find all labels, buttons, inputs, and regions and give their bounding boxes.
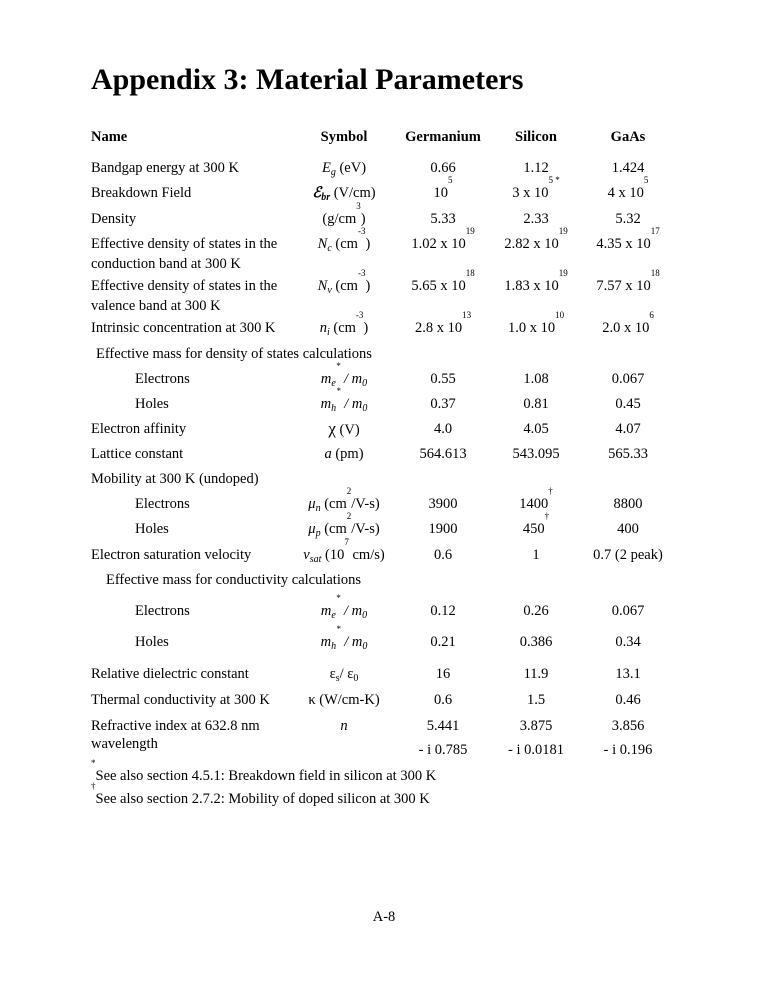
page-title: Appendix 3: Material Parameters bbox=[91, 63, 524, 96]
value-germanium: 4.0 bbox=[433, 421, 453, 437]
value-gaas: 0.7 (2 peak) bbox=[593, 547, 663, 563]
section-heading: Mobility at 300 K (undoped) bbox=[91, 471, 259, 487]
row-symbol: $(g/cm^3)$ bbox=[322, 201, 366, 227]
row-symbol: κ (W/cm-K) bbox=[308, 692, 380, 708]
table-row-dos-holes bbox=[0, 386, 768, 414]
header-name: Name bbox=[91, 129, 128, 145]
value-gaas: 0.34 bbox=[615, 634, 641, 650]
table-row-breakdown bbox=[0, 175, 768, 203]
row-symbol: $N_c$ $(cm^{-3})$ bbox=[317, 226, 371, 254]
table-row-vsat bbox=[0, 537, 768, 565]
value-gaas: 0.067 bbox=[611, 603, 645, 619]
row-name-line2: valence band at 300 K bbox=[91, 298, 221, 314]
value-gaas: 4.07 bbox=[615, 421, 641, 437]
value-silicon: 3.875 bbox=[519, 718, 553, 734]
value-germanium: 1.02 x $10^{19}$ bbox=[411, 226, 475, 252]
row-name: Effective density of states in the bbox=[91, 236, 278, 252]
value-silicon: 3 x $10^{5 *}$ bbox=[512, 175, 560, 201]
value-gaas: 4.35 x $10^{17}$ bbox=[596, 226, 660, 252]
row-symbol: $m_h^* / m_0$ bbox=[320, 386, 368, 414]
row-name: Bandgap energy at 300 K bbox=[91, 160, 239, 176]
value-germanium: 0.12 bbox=[430, 603, 456, 619]
value-gaas: 5.32 bbox=[615, 211, 641, 227]
row-name: Thermal conductivity at 300 K bbox=[91, 692, 270, 708]
page-number: A-8 bbox=[372, 909, 396, 925]
value-gaas: 8800 bbox=[613, 496, 643, 512]
row-name: Electrons bbox=[135, 371, 190, 387]
value-gaas: 1.424 bbox=[611, 160, 645, 176]
table-row-cond-holes bbox=[0, 624, 768, 652]
table-row-dos-electrons bbox=[0, 361, 768, 389]
row-symbol: a (pm) bbox=[324, 446, 364, 462]
row-symbol: n bbox=[340, 718, 348, 734]
row-symbol: $\mu_n$ $(cm^2/V-s)$ bbox=[308, 486, 380, 514]
table-row-refractive-imag bbox=[0, 740, 768, 760]
row-name: Intrinsic concentration at 300 K bbox=[91, 320, 276, 336]
value-silicon: 1400† bbox=[519, 486, 553, 512]
table-row-cond-electrons bbox=[0, 593, 768, 621]
section-heading: Effective mass for density of states calculations bbox=[96, 346, 372, 362]
header-gaas: GaAs bbox=[610, 129, 646, 145]
row-symbol: $m_h^* / m_0$ bbox=[320, 624, 368, 652]
value-gaas: 13.1 bbox=[615, 666, 641, 682]
value-germanium: 5.65 x $10^{18}$ bbox=[411, 268, 475, 294]
value-silicon: 1.0 x $10^{10}$ bbox=[507, 310, 565, 336]
value-germanium: 0.55 bbox=[430, 371, 456, 387]
value-silicon: 1.83 x $10^{19}$ bbox=[504, 268, 568, 294]
row-name: Electron saturation velocity bbox=[91, 547, 252, 563]
value-silicon: 2.33 bbox=[523, 211, 549, 227]
table-row-nv bbox=[0, 268, 768, 314]
table-header-row bbox=[0, 127, 768, 147]
value-gaas: 0.46 bbox=[615, 692, 641, 708]
value-germanium: $10^5$ bbox=[433, 175, 453, 201]
row-name: Electrons bbox=[135, 603, 190, 619]
row-symbol: $E_g$ (eV) bbox=[321, 160, 367, 178]
footnote-star: *See also section 4.5.1: Breakdown field in silicon at 300 K bbox=[91, 758, 437, 784]
table-row-nc bbox=[0, 226, 768, 272]
row-name: Holes bbox=[135, 396, 169, 412]
value-germanium: 5.33 bbox=[430, 211, 456, 227]
row-symbol: $n_i$ $(cm^{-3})$ bbox=[319, 310, 369, 338]
row-symbol: ℰ$_{br}$ (V/cm) bbox=[312, 185, 376, 203]
value-gaas: 2.0 x $10^6$ bbox=[602, 310, 654, 336]
value-germanium: 0.37 bbox=[430, 396, 456, 412]
row-name: Lattice constant bbox=[91, 446, 184, 462]
section-heading: Effective mass for conductivity calculations bbox=[106, 572, 362, 588]
value-silicon: 4.05 bbox=[523, 421, 549, 437]
value-gaas: - i 0.196 bbox=[603, 742, 653, 758]
row-name: Holes bbox=[135, 521, 169, 537]
value-germanium: 5.441 bbox=[426, 718, 460, 734]
header-silicon: Silicon bbox=[515, 129, 557, 145]
value-gaas: 7.57 x $10^{18}$ bbox=[596, 268, 660, 294]
value-germanium: 2.8 x $10^{13}$ bbox=[414, 310, 472, 336]
value-silicon: 2.82 x $10^{19}$ bbox=[504, 226, 568, 252]
value-gaas: 565.33 bbox=[608, 446, 648, 462]
table-row-bandgap bbox=[0, 158, 768, 178]
value-silicon: 1.08 bbox=[523, 371, 549, 387]
value-germanium: 564.613 bbox=[419, 446, 467, 462]
value-gaas: 4 x $10^5$ bbox=[607, 175, 649, 201]
footnote-dagger: †See also section 2.7.2: Mobility of doped silicon at 300 K bbox=[91, 781, 430, 807]
value-silicon: 1.5 bbox=[526, 692, 546, 708]
value-germanium: 0.21 bbox=[430, 634, 456, 650]
header-germanium: Germanium bbox=[405, 129, 481, 145]
row-symbol: $v_{sat}$ ($10^7$ cm/s) bbox=[303, 537, 385, 565]
row-name: Relative dielectric constant bbox=[91, 666, 249, 682]
section-heading-mobility bbox=[0, 469, 768, 489]
table-row-mobility-holes bbox=[0, 511, 768, 539]
table-row-mobility-electrons bbox=[0, 486, 768, 514]
value-silicon: - i 0.0181 bbox=[508, 742, 564, 758]
table-row-dielectric bbox=[0, 664, 768, 684]
row-name-line2: conduction band at 300 K bbox=[91, 256, 241, 272]
value-gaas: 3.856 bbox=[611, 718, 645, 734]
value-gaas: 0.067 bbox=[611, 371, 645, 387]
row-symbol: $m_e^* / m_0$ bbox=[320, 361, 368, 389]
value-silicon: 543.095 bbox=[512, 446, 560, 462]
row-symbol: $\varepsilon_s/$ $\varepsilon_0$ bbox=[329, 666, 359, 684]
section-heading-effmass-cond bbox=[0, 570, 768, 590]
value-germanium: 0.6 bbox=[433, 547, 453, 563]
value-germanium: 0.6 bbox=[433, 692, 453, 708]
row-symbol: $\mu_p$ $(cm^2/V-s)$ bbox=[308, 511, 380, 539]
row-symbol: $m_e^* / m_0$ bbox=[320, 593, 368, 621]
value-germanium: 16 bbox=[435, 666, 451, 682]
row-name: Breakdown Field bbox=[91, 185, 192, 201]
value-germanium: 1900 bbox=[428, 521, 458, 537]
value-silicon: 11.9 bbox=[523, 666, 549, 682]
row-name: Refractive index at 632.8 nm bbox=[91, 718, 260, 734]
row-symbol: $N_v$ $(cm^{-3})$ bbox=[317, 268, 371, 296]
value-silicon: 0.26 bbox=[523, 603, 549, 619]
table-row-ni bbox=[0, 310, 768, 338]
section-heading-effmass-dos bbox=[0, 344, 768, 364]
value-silicon: 1.12 bbox=[523, 160, 549, 176]
value-silicon: 1 bbox=[532, 547, 540, 563]
value-germanium: - i 0.785 bbox=[418, 742, 468, 758]
value-germanium: 3900 bbox=[428, 496, 458, 512]
table-row-lattice bbox=[0, 444, 768, 464]
table-row-thermal bbox=[0, 690, 768, 710]
row-name: Electron affinity bbox=[91, 421, 187, 437]
row-name: Electrons bbox=[135, 496, 190, 512]
value-silicon: 0.386 bbox=[519, 634, 553, 650]
row-name: Holes bbox=[135, 634, 169, 650]
value-germanium: 0.66 bbox=[430, 160, 456, 176]
table-row-affinity bbox=[0, 419, 768, 439]
header-symbol: Symbol bbox=[320, 129, 368, 145]
row-name: Density bbox=[91, 211, 137, 227]
row-name-line2: wavelength bbox=[91, 736, 158, 752]
value-gaas: 400 bbox=[617, 521, 639, 537]
row-symbol: χ (V) bbox=[328, 419, 360, 438]
value-silicon: 0.81 bbox=[523, 396, 549, 412]
value-silicon: 450† bbox=[522, 511, 550, 537]
value-gaas: 0.45 bbox=[615, 396, 641, 412]
row-name: Effective density of states in the bbox=[91, 278, 278, 294]
